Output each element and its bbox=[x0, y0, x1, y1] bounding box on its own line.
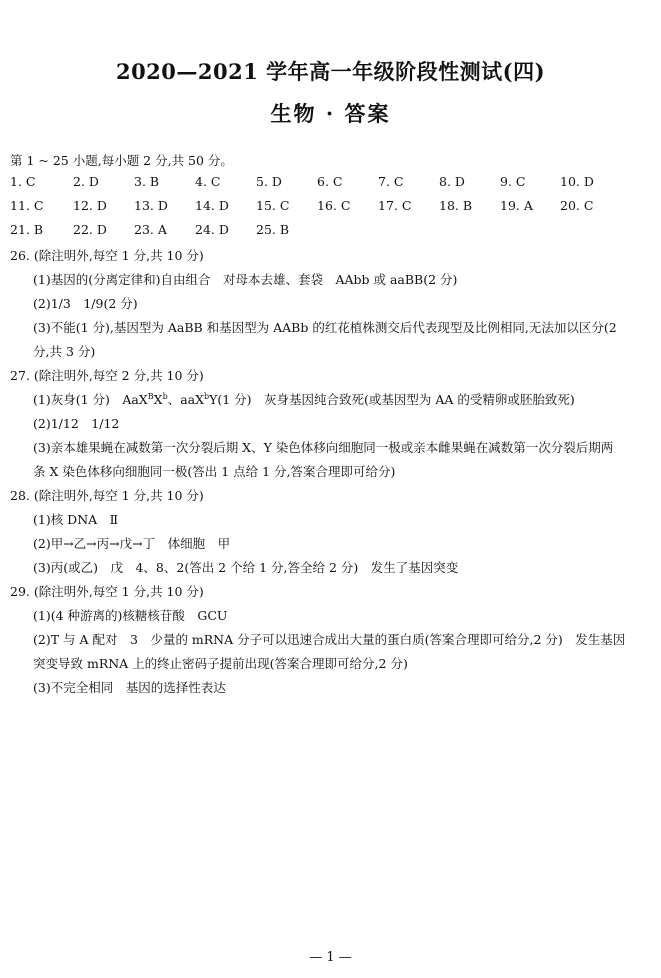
page-number: — 1 — bbox=[309, 950, 352, 965]
mc-answer: 5. D bbox=[256, 174, 282, 189]
q27-answer-3: (3)亲本雄果蝇在减数第一次分裂后期 X、Y 染色体移向细胞同一极或亲本雌果蝇在减数第一次分裂后期两 bbox=[33, 440, 614, 455]
mc-answer: 10. D bbox=[560, 174, 594, 189]
q28-heading: 28. (除注明外,每空 1 分,共 10 分) bbox=[10, 488, 204, 503]
q27-answer-2: (2)1/12 1/12 bbox=[33, 416, 120, 431]
q26-answer-1: (1)基因的(分离定律和)自由组合 对母本去雄、套袋 AAbb 或 aaBB(2 分) bbox=[33, 272, 458, 287]
mc-answer: 23. A bbox=[134, 222, 167, 237]
q29-answer-2: (2)T 与 A 配对 3 少量的 mRNA 分子可以迅速合成出大量的蛋白质(答案合理即可给分,2 分) 发生基因 bbox=[33, 632, 626, 647]
q28-answer-1: (1)核 DNA Ⅱ bbox=[33, 512, 119, 527]
mc-answer: 15. C bbox=[256, 198, 290, 213]
mc-answer: 1. C bbox=[10, 174, 36, 189]
q29-answer-3: (3)不完全相同 基因的选择性表达 bbox=[33, 680, 226, 695]
mc-answer: 16. C bbox=[317, 198, 351, 213]
q27-answer-3-cont: 条 X 染色体移向细胞同一极(答出 1 点给 1 分,答案合理即可给分) bbox=[33, 464, 396, 479]
mc-answer: 13. D bbox=[134, 198, 168, 213]
mc-answer: 20. C bbox=[560, 198, 594, 213]
q26-answer-3: (3)不能(1 分),基因型为 AaBB 和基因型为 AABb 的红花植株测交后代表现型及比例相同,无法加以区分(2 bbox=[33, 320, 617, 335]
q26-heading: 26. (除注明外,每空 1 分,共 10 分) bbox=[10, 248, 204, 263]
q28-answer-3: (3)丙(或乙) 戊 4、8、2(答出 2 个给 1 分,答全给 2 分) 发生了基因突变 bbox=[33, 560, 459, 575]
q28-answer-2: (2)甲→乙→丙→戊→丁 体细胞 甲 bbox=[33, 536, 231, 551]
document-subtitle: 生物 · 答案 bbox=[270, 101, 391, 126]
mc-answer: 8. D bbox=[439, 174, 465, 189]
mc-answer: 4. C bbox=[195, 174, 221, 189]
q26-answer-3-cont: 分,共 3 分) bbox=[33, 344, 96, 359]
mc-answer: 21. B bbox=[10, 222, 44, 237]
mc-answer: 14. D bbox=[195, 198, 229, 213]
mc-answer: 2. D bbox=[73, 174, 99, 189]
mc-answer: 7. C bbox=[378, 174, 404, 189]
q27-answer-1: (1)灰身(1 分) $AaX^BX^b$、aaX$^b$Y(1 分) 灰身基因纯合致死(或基因型为 AA 的受精卵或胚胎致死) bbox=[33, 392, 575, 407]
q26-answer-2: (2)1/3 1/9(2 分) bbox=[33, 296, 138, 311]
mc-answer: 25. B bbox=[256, 222, 290, 237]
mc-answer: 11. C bbox=[10, 198, 44, 213]
mc-answer: 9. C bbox=[500, 174, 526, 189]
mc-answer: 3. B bbox=[134, 174, 160, 189]
mc-answer: 19. A bbox=[500, 198, 533, 213]
q29-heading: 29. (除注明外,每空 1 分,共 10 分) bbox=[10, 584, 204, 599]
mc-intro: 第 1 ~ 25 小题,每小题 2 分,共 50 分。 bbox=[10, 153, 233, 168]
document-title: 2020—2021 学年高一年级阶段性测试(四) bbox=[115, 59, 546, 84]
mc-answer: 6. C bbox=[317, 174, 343, 189]
mc-answer: 22. D bbox=[73, 222, 107, 237]
mc-answer: 18. B bbox=[439, 198, 473, 213]
q29-answer-1: (1)(4 种游离的)核糖核苷酸 GCU bbox=[33, 608, 228, 623]
mc-answer: 24. D bbox=[195, 222, 229, 237]
mc-answer: 17. C bbox=[378, 198, 412, 213]
q29-answer-2-cont: 突变导致 mRNA 上的终止密码子提前出现(答案合理即可给分,2 分) bbox=[33, 656, 408, 671]
mc-answer: 12. D bbox=[73, 198, 107, 213]
q27-heading: 27. (除注明外,每空 2 分,共 10 分) bbox=[10, 368, 204, 383]
